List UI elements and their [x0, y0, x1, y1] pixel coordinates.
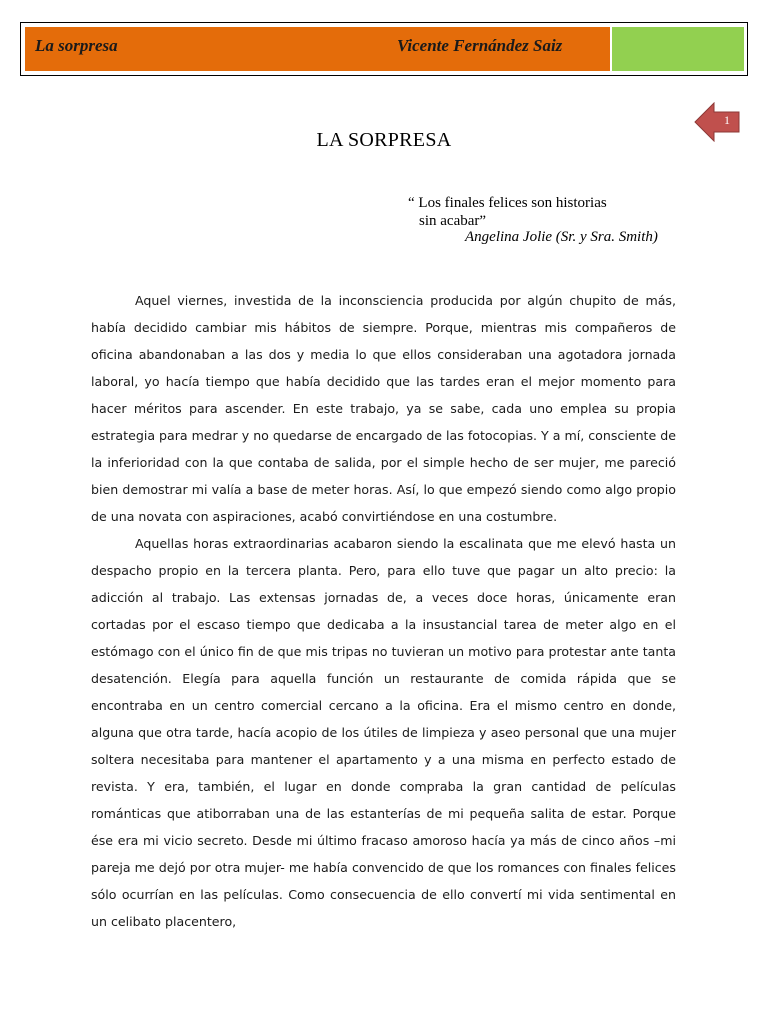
epigraph-line-2: sin acabar” [419, 213, 487, 229]
epigraph-line-1: “ Los finales felices son historias [408, 195, 607, 211]
header-title: La sorpresa [35, 36, 118, 55]
body-text [91, 287, 676, 935]
header-author: Vicente Fernández Saiz [397, 36, 563, 55]
paragraph: Aquellas horas extraordinarias acabaron siendo la escalinata que me elevó hasta un despacho propio en la tercera planta. Pero, para ello tuve que pagar un alto precio: la adicción al trabajo. Las extensas jornadas de, a veces doce horas, únicamente eran cortadas por el escaso tiempo que dedicaba a la insustancial tarea de meter algo en el estómago con el único fin de que mis tripas no tuvieran un motivo para protestar ante tanta desatención. Elegía para aquella función un restaurante de comida rápida que se encontraba en un centro comercial cercano a la oficina. Era el mismo centro en donde, alguna que otra tarde, hacía acopio de los útiles de limpieza y aseo personal que una mujer soltera necesitaba para mantener el apartamento y a una misma en perfecto estado de revista. Y era, también, el lugar en donde compraba la gran cantidad de películas románticas que atiborraban una de las estanterías de mi pequeña salita de estar. Porque ése era mi vicio secreto. Desde mi último fracaso amoroso hacía ya más de cinco años –mi pareja me dejó por otra mujer- me había convencido de que los romances con finales felices sólo ocurrían en las películas. Como consecuencia de ello convertí mi vida sentimental en un celibato placentero, [91, 536, 676, 929]
header-frame [20, 22, 748, 76]
epigraph-attribution: Angelina Jolie (Sr. y Sra. Smith) [465, 229, 658, 245]
paragraph: Aquel viernes, investida de la inconsciencia producida por algún chupito de más, había decidido cambiar mis hábitos de siempre. Porque, mientras mis compañeros de oficina abandonaban a las dos y media lo que ellos consideraban una agotadora jornada laboral, yo hacía tiempo que había decidido que las tardes eran el mejor momento para hacer méritos para ascender. En este trabajo, ya se sabe, cada uno emplea su propia estrategia para medrar y no quedarse de encargado de las fotocopias. Y a mí, consciente de la inferioridad con la que contaba de salida, por el simple hecho de ser mujer, me pareció bien demostrar mi valía a base de meter horas. Así, lo que empezó siendo como algo propio de una novata con aspiraciones, acabó convirtiéndose en una costumbre. [91, 293, 676, 524]
document-title: LA SORPRESA [316, 129, 452, 151]
epigraph [408, 194, 607, 230]
header-accent-block [612, 27, 744, 71]
page-number: 1 [724, 113, 730, 127]
header-title-bar [25, 27, 610, 71]
